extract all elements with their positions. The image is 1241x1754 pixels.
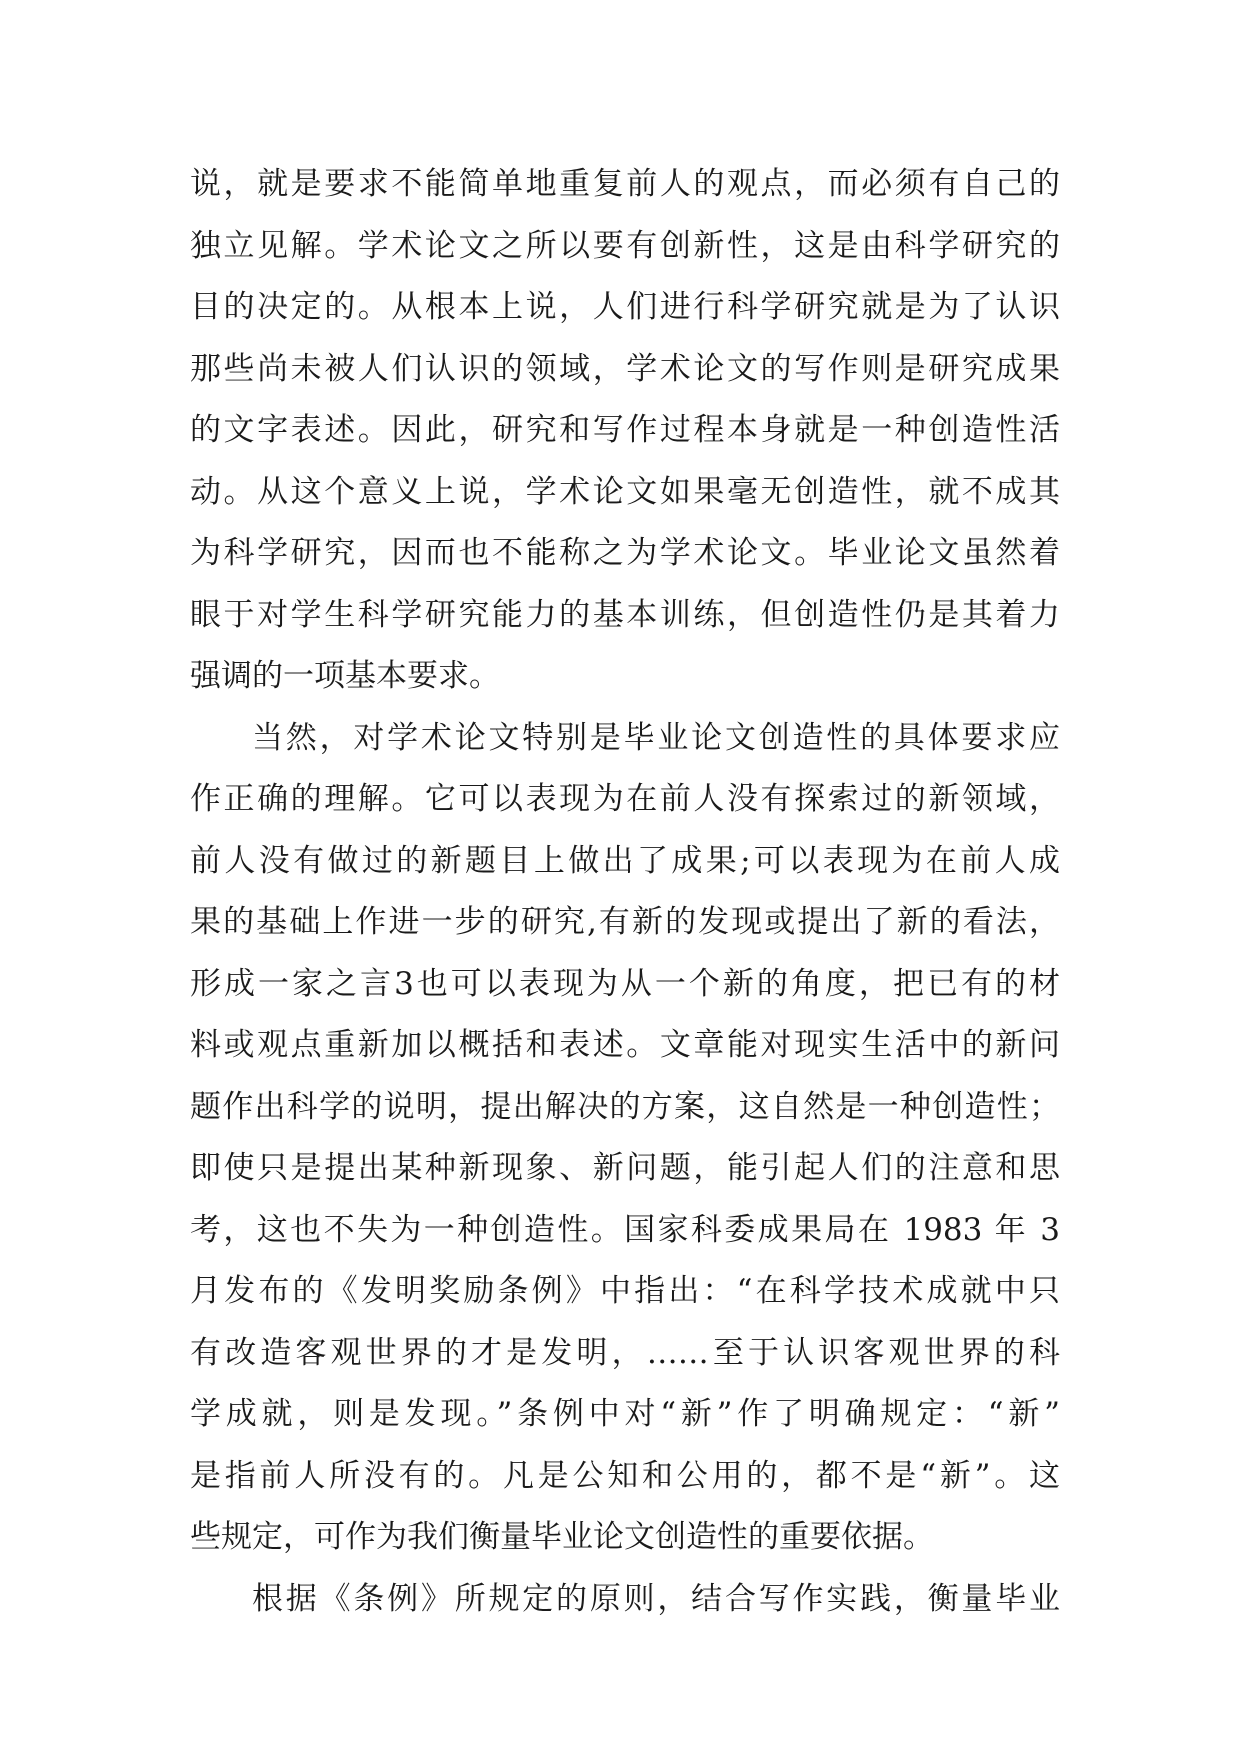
paragraph-2-line: 题作出科学的说明，提出解决的方案，这自然是一种创造性； <box>190 1088 1060 1125</box>
paragraph-2-line: 是指前人所没有的。凡是公知和公用的，都不是“新”。这 <box>190 1457 1060 1494</box>
paragraph-1-line: 强调的一项基本要求。 <box>190 658 500 694</box>
body-text <box>190 154 1060 1630</box>
paragraph-1-line: 说，就是要求不能简单地重复前人的观点，而必须有自己的 <box>190 166 1060 202</box>
paragraph-2-line: 学成就，则是发现。”条例中对“新”作了明确规定：“新” <box>190 1396 1060 1432</box>
paragraph-2-line: 形成一家之言3也可以表现为从一个新的角度，把已有的材 <box>190 965 1060 1002</box>
paragraph-1-line: 那些尚未被人们认识的领域，学术论文的写作则是研究成果 <box>190 350 1060 387</box>
paragraph-2-line: 当然，对学术论文特别是毕业论文创造性的具体要求应 <box>252 719 1060 756</box>
paragraph-2-line: 即使只是提出某种新现象、新问题，能引起人们的注意和思 <box>190 1150 1060 1186</box>
paragraph-2-line: 考，这也不失为一种创造性。国家科委成果局在 1983 年 3 <box>190 1211 1060 1248</box>
paragraph-2-line: 果的基础上作进一步的研究,有新的发现或提出了新的看法， <box>190 904 1060 940</box>
paragraph-2-line: 些规定，可作为我们衡量毕业论文创造性的重要依据。 <box>190 1519 934 1555</box>
paragraph-2-line: 有改造客观世界的才是发明，……至于认识客观世界的科 <box>190 1334 1060 1371</box>
paragraph-1-line: 为科学研究，因而也不能称之为学术论文。毕业论文虽然着 <box>190 535 1060 571</box>
paragraph-1-line: 的文字表述。因此，研究和写作过程本身就是一种创造性活 <box>190 412 1060 448</box>
paragraph-2-line: 作正确的理解。它可以表现为在前人没有探索过的新领域， <box>190 781 1060 817</box>
paragraph-1-line: 动。从这个意义上说，学术论文如果毫无创造性，就不成其 <box>190 473 1060 510</box>
paragraph-1-line: 目的决定的。从根本上说，人们进行科学研究就是为了认识 <box>190 289 1060 325</box>
paragraph-2-line: 料或观点重新加以概括和表述。文章能对现实生活中的新问 <box>190 1027 1060 1063</box>
paragraph-1-line: 独立见解。学术论文之所以要有创新性，这是由科学研究的 <box>190 227 1060 264</box>
paragraph-2-line: 前人没有做过的新题目上做出了成果;可以表现为在前人成 <box>190 842 1060 879</box>
paragraph-3-line: 根据《条例》所规定的原则，结合写作实践，衡量毕业 <box>252 1580 1060 1617</box>
paragraph-2-line: 月发布的《发明奖励条例》中指出：“在科学技术成就中只 <box>190 1273 1060 1309</box>
paragraph-1-line: 眼于对学生科学研究能力的基本训练，但创造性仍是其着力 <box>190 596 1060 633</box>
